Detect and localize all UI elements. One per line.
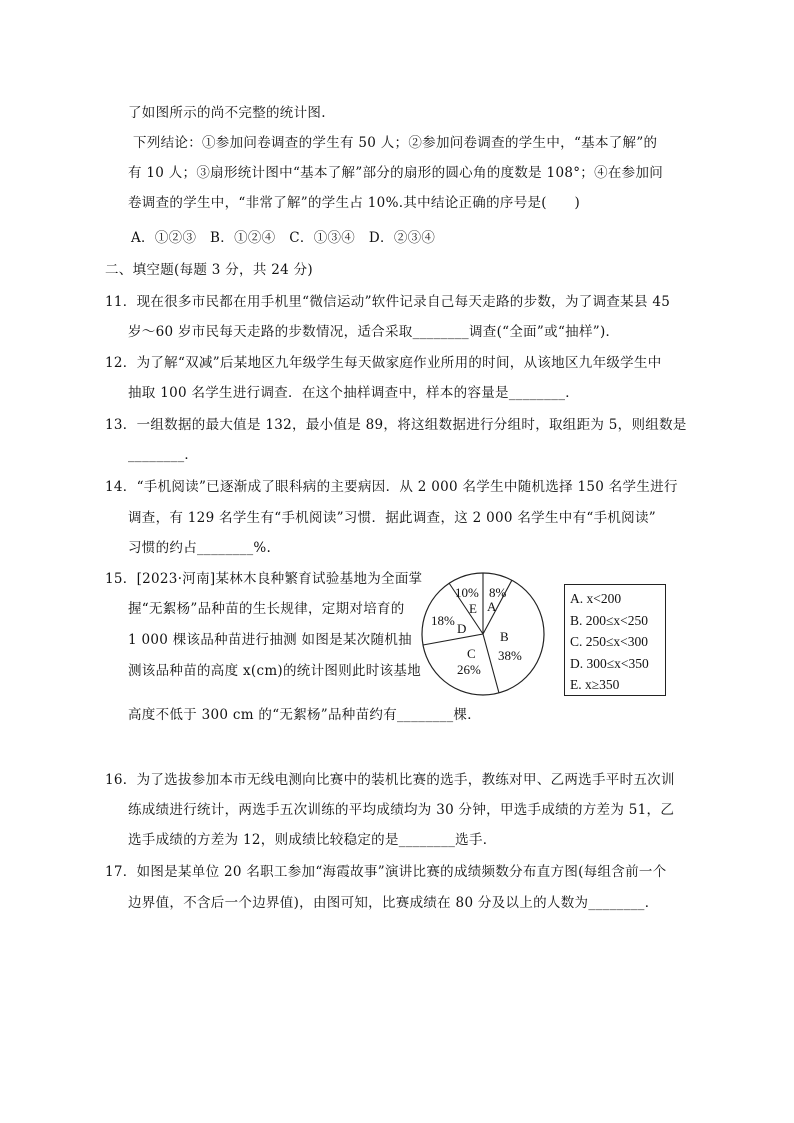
q14-line2: 调查，有 129 名学生有“手机阅读”习惯．据此调查，这 2 000 名学生中有“手机阅读” [128, 510, 656, 526]
pie-label-b: B [500, 629, 509, 644]
q15-line3: 1 000 棵该品种苗进行抽测 如图是某次随机抽 [128, 632, 412, 648]
q10-options: A．①②③ B．①②④ C．①③④ D．②③④ [131, 230, 436, 246]
q15-line5: 高度不低于 300 cm 的“无絮杨”品种苗约有________棵． [128, 707, 482, 723]
pie-legend [564, 584, 666, 696]
section-heading: 二、填空题(每题 3 分，共 24 分) [105, 262, 313, 278]
pie-label-a-pct: 8% [489, 585, 507, 600]
q16-line2: 练成绩进行统计，两选手五次训练的平均成绩均为 30 分钟，甲选手成绩的方差为 51，乙 [128, 802, 675, 818]
pie-label-e-pct: 10% [455, 585, 479, 600]
pie-chart [421, 570, 551, 700]
q15-line4: 测该品种苗的高度 x(cm)的统计图则此时该基地 [128, 663, 421, 679]
pie-divider-bc [483, 634, 499, 693]
q12-line2: 抽取 100 名学生进行调查．在这个抽样调查中，样本的容量是________． [128, 385, 580, 401]
q17-line2: 边界值，不含后一个边界值)，由图可知，比赛成绩在 80 分及以上的人数为________． [128, 895, 659, 911]
legend-item-c: C. 250≤x<300 [570, 634, 649, 649]
q12-line1: 12．为了解“双减”后某地区九年级学生每天做家庭作业所用的时间，从该地区九年级学生中 [105, 355, 662, 371]
legend-item-a: A. x<200 [570, 591, 622, 606]
q16-line1: 16．为了选拔参加本市无线电测向比赛中的装机比赛的选手，教练对甲、乙两选手平时五次训 [105, 772, 675, 788]
pie-label-d: D [457, 621, 467, 636]
q15-line2: 握“无絮杨”品种苗的生长规律，定期对培育的 [128, 601, 405, 617]
pie-divider-cd [423, 634, 483, 645]
q10-line1: 了如图所示的尚不完整的统计图. [128, 105, 326, 121]
q10-line4: 卷调查的学生中，“非常了解”的学生占 10%.其中结论正确的序号是( ) [128, 195, 581, 211]
q11-line1: 11．现在很多市民都在用手机里“微信运动”软件记录自己每天走路的步数，为了调查某县 45 [105, 294, 671, 310]
legend-item-d: D. 300≤x<350 [570, 655, 649, 671]
pie-label-d-pct: 18% [431, 613, 455, 628]
q16-line3: 选手成绩的方差为 12，则成绩比较稳定的是________选手． [128, 832, 497, 848]
q11-line2: 岁～60 岁市民每天走路的步数情况，适合采取________调查(“全面”或“抽样”)． [128, 324, 620, 340]
q17-line1: 17．如图是某单位 20 名职工参加“海霞故事”演讲比赛的成绩频数分布直方图(每组含前一个 [105, 864, 667, 880]
pie-label-c-pct: 26% [457, 662, 481, 677]
q10-line2: 下列结论：①参加问卷调查的学生有 50 人；②参加问卷调查的学生中，“基本了解”的 [133, 135, 658, 151]
q14-line3: 习惯的约占________%. [128, 540, 272, 556]
q10-line3: 有 10 人；③扇形统计图中“基本了解”部分的扇形的圆心角的度数是 108°；④在参加问 [128, 165, 664, 181]
pie-label-e: E [469, 601, 477, 616]
q15-line1: 15．[2023·河南]某林木良种繁育试验基地为全面掌 [105, 571, 423, 587]
pie-label-b-pct: 38% [498, 648, 522, 663]
q13-line2: ________． [128, 447, 199, 463]
legend-item-b: B. 200≤x<250 [570, 612, 649, 628]
pie-label-c: C [467, 646, 476, 661]
legend-item-e: E. x≥350 [570, 677, 620, 692]
q14-line1: 14．“手机阅读”已逐渐成了眼科病的主要病因．从 2 000 名学生中随机选择 150 名学生进行 [105, 479, 678, 495]
pie-label-a: A [487, 599, 497, 614]
q13-line1: 13．一组数据的最大值是 132，最小值是 89，将这组数据进行分组时，取组距为 5，则组数是 [105, 417, 687, 433]
